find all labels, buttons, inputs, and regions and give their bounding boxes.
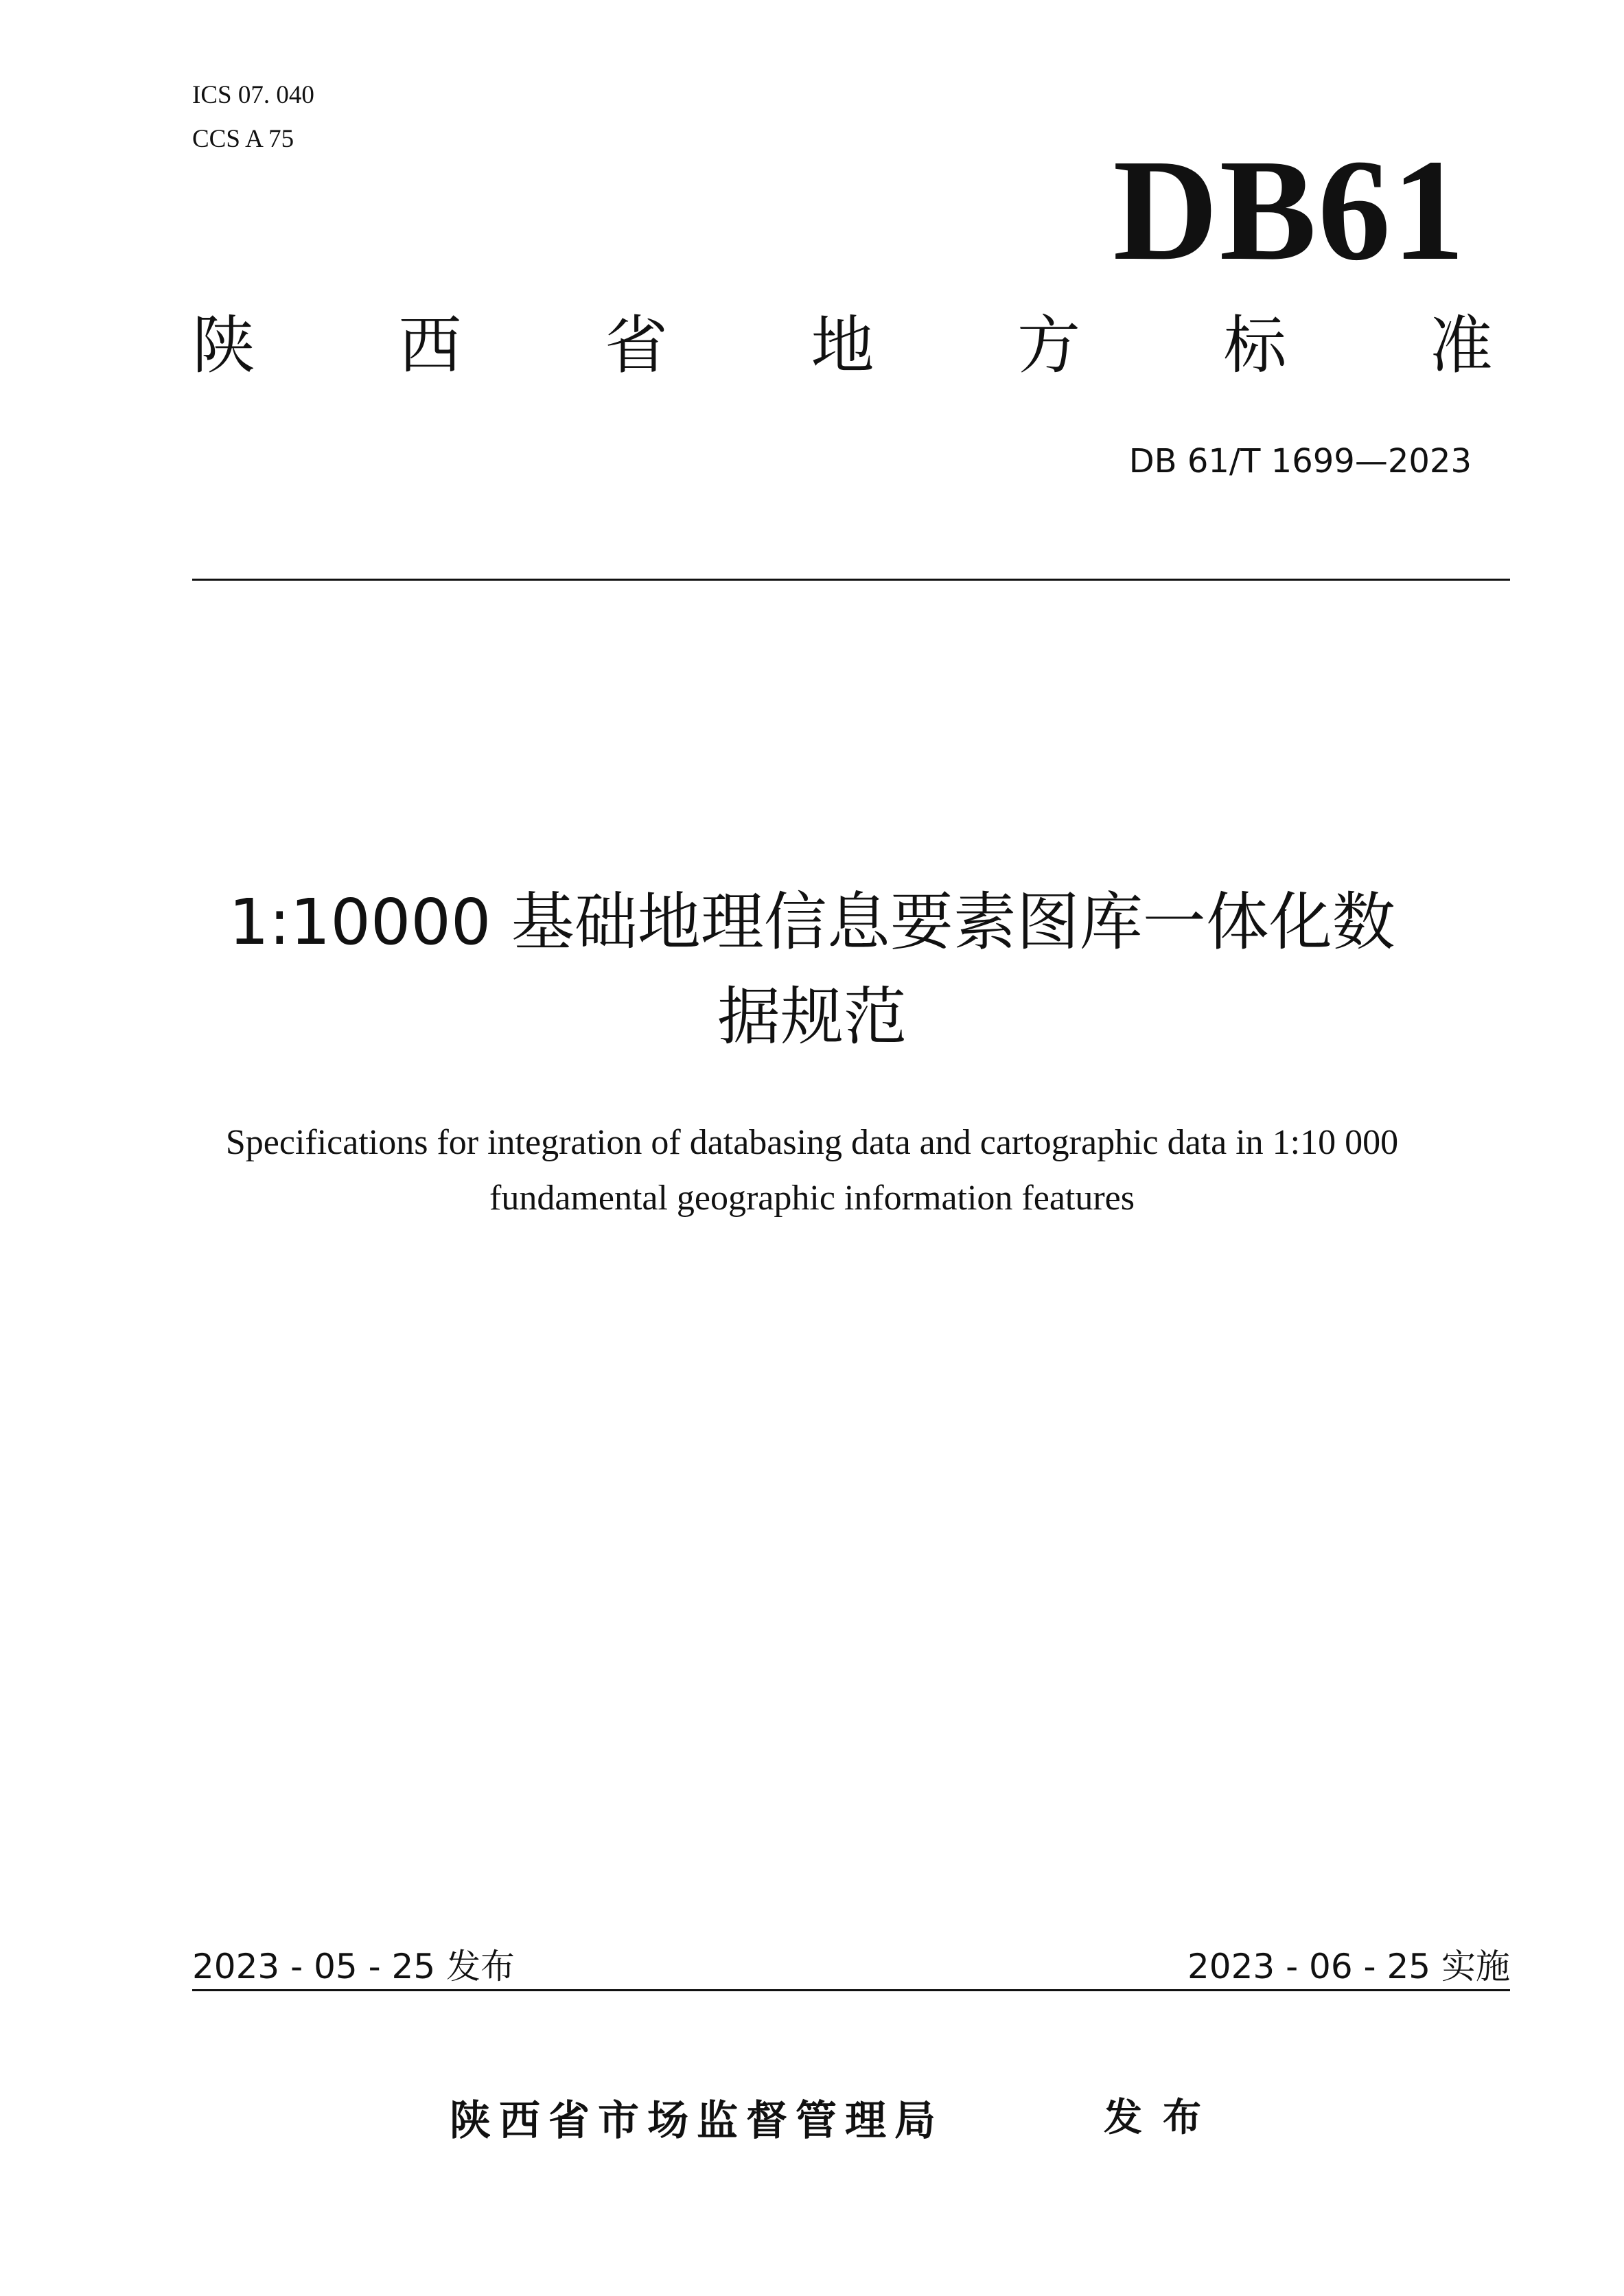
standard-type-char: 准	[1429, 309, 1493, 382]
bottom-divider	[192, 1989, 1510, 1991]
english-title	[124, 1115, 1500, 1226]
chinese-title-line: 据规范	[717, 980, 907, 1054]
standard-type-char: 省	[604, 309, 668, 382]
ccs-code: CCS A 75	[192, 125, 294, 153]
standard-type-char: 方	[1017, 309, 1080, 382]
standard-type-char: 陕	[192, 309, 256, 382]
standard-type-char: 标	[1223, 309, 1287, 382]
ics-code: ICS 07. 040	[192, 81, 314, 109]
standard-code-logo: DB61	[1113, 129, 1466, 290]
english-title-line: fundamental geographic information features	[489, 1178, 1135, 1218]
top-divider	[192, 579, 1510, 581]
chinese-title	[137, 875, 1487, 1065]
document-number: DB 61/T 1699—2023	[1128, 442, 1472, 480]
chinese-title-line: 1:10000 基础地理信息要素图库一体化数	[229, 885, 1395, 959]
implementation-date: 2023 - 06 - 25 实施	[1187, 1947, 1510, 1986]
issuing-action: 发布	[1104, 2096, 1222, 2140]
standard-type-heading	[192, 309, 1493, 382]
standard-type-char: 西	[398, 309, 462, 382]
issuing-authority: 陕西省市场监督管理局	[450, 2097, 944, 2145]
standard-type-char: 地	[811, 309, 874, 382]
issue-date: 2023 - 05 - 25 发布	[192, 1947, 515, 1986]
english-title-line: Specifications for integration of databasing data and cartographic data in 1:10 000	[225, 1123, 1399, 1162]
